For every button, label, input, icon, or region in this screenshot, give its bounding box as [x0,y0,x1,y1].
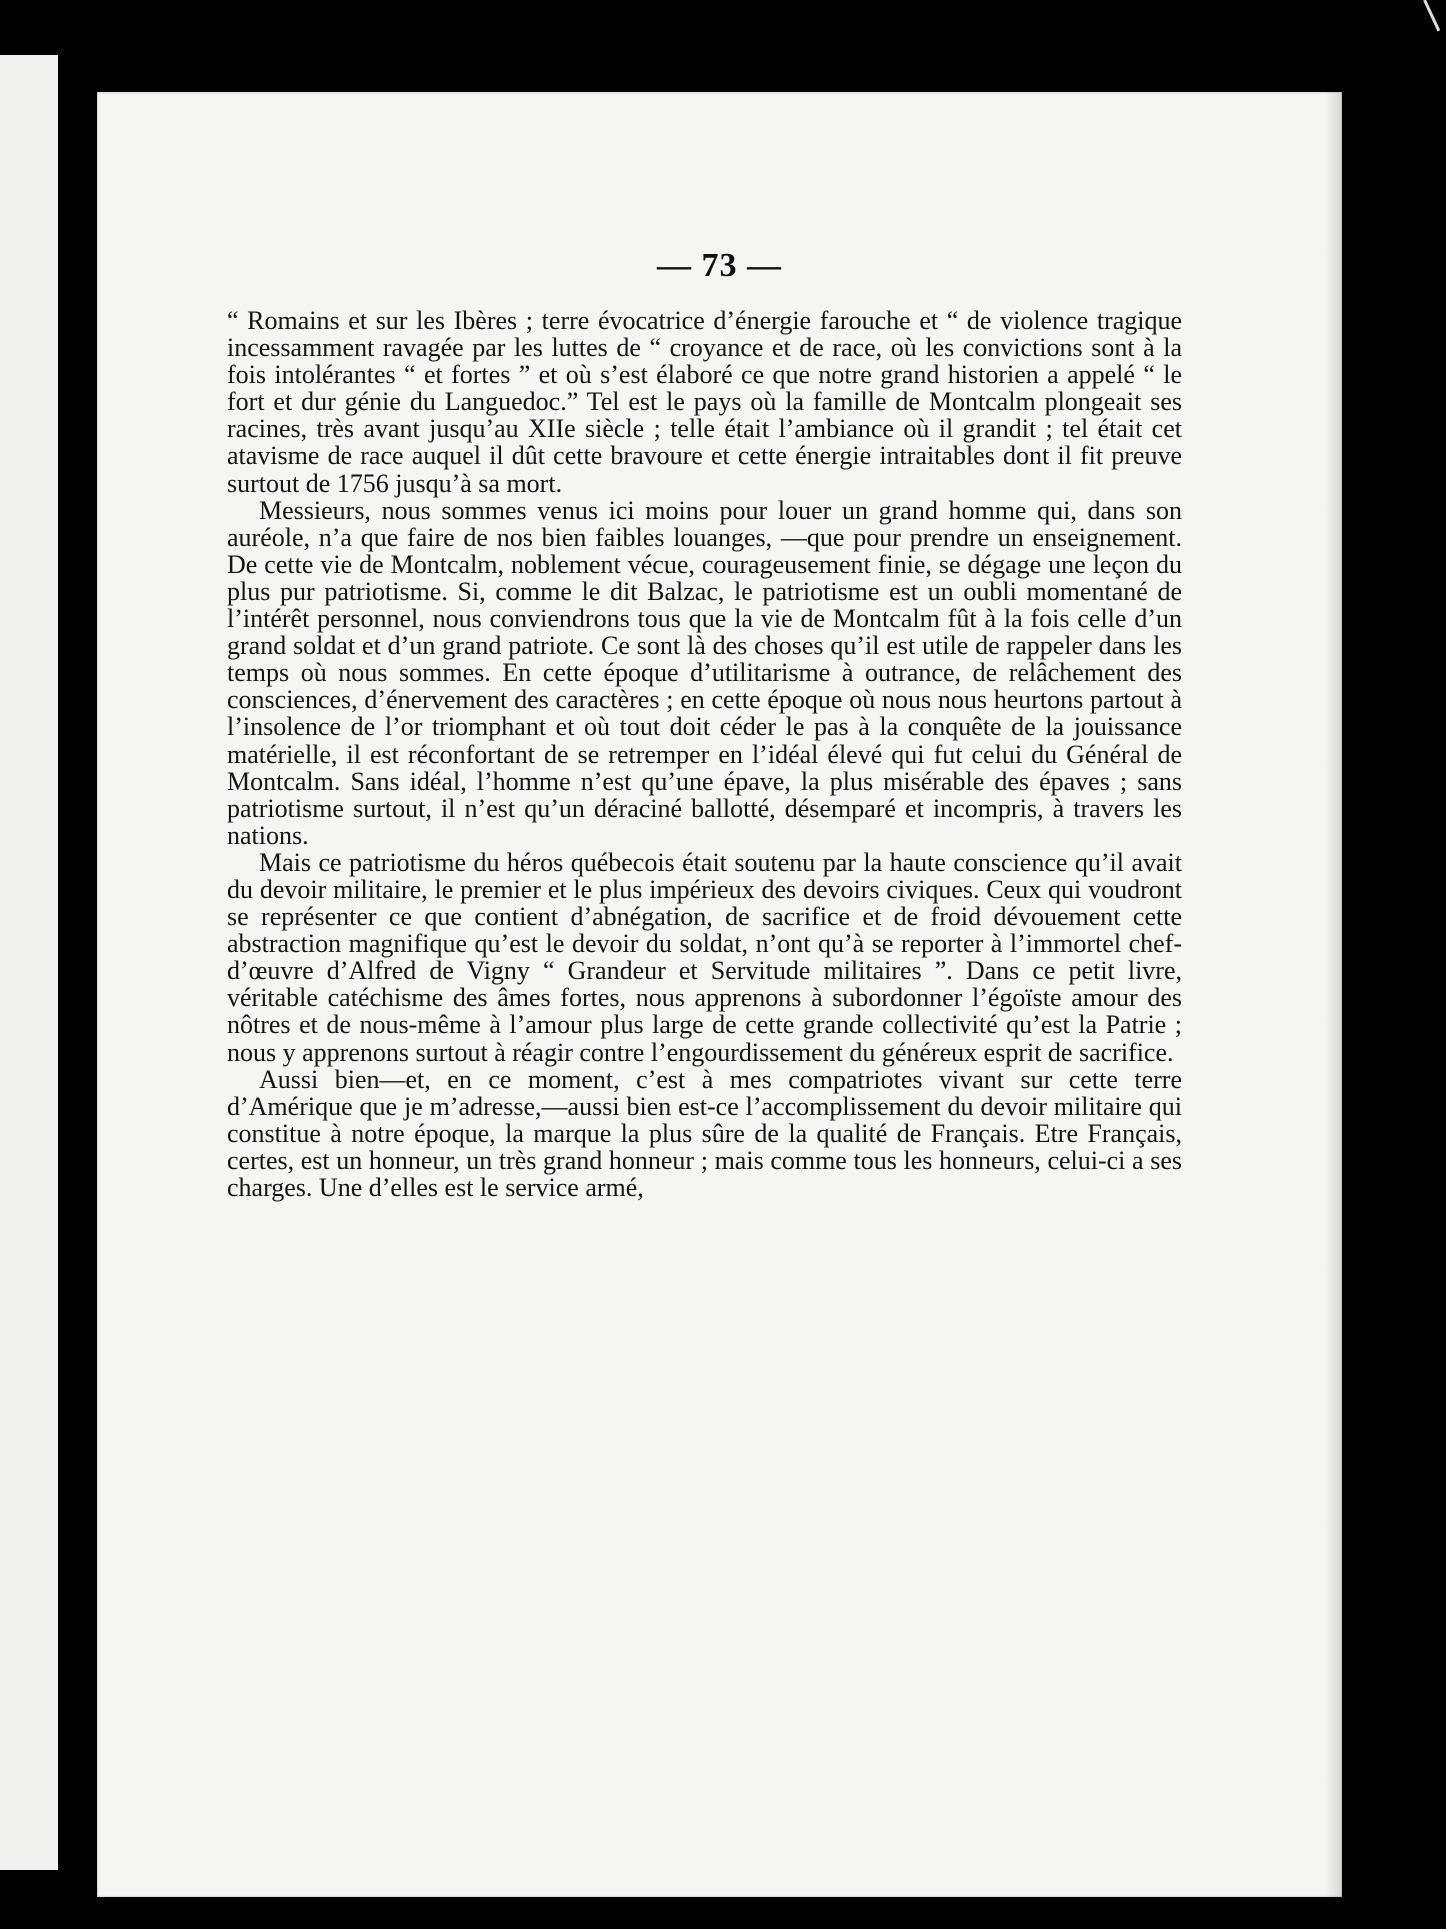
paragraph: Messieurs, nous sommes venus ici moins pour louer un grand homme qui, dans son auréole, n’a que faire de nos bien faibles louanges, —que pour prendre un enseignement. De cette vie de Montcalm, noblement vécue, courageusement finie, se dégage une leçon du plus pur patriotisme. Si, comme le dit Balzac, le patriotisme est un oubli momentané de l’intérêt personnel, nous conviendrons tous que la vie de Montcalm fût à la fois celle d’un grand soldat et d’un grand patriote. Ce sont là des choses qu’il est utile de rappeler dans les temps où nous sommes. En cette époque d’utilitarisme à outrance, de relâchement des consciences, d’énervement des caractères ; en cette époque où nous nous heurtons partout à l’insolence de l’or triomphant et où tout doit céder le pas à la conquête de la jouissance matérielle, il est réconfortant de se retremper en l’idéal élevé qui fut celui du Général de Montcalm. Sans idéal, l’homme n’est qu’une épave, la plus misérable des épaves ; sans patriotisme surtout, il n’est qu’un déraciné ballotté, désemparé et incompris, à travers les nations. [227,495,1182,850]
page-gutter-shadow [1324,92,1342,1897]
scan-artifact [1423,0,1440,31]
page-number: — 73 — [657,247,782,284]
paragraph-continuation: “ Romains et sur les Ibères ; terre évocatrice d’énergie farouche et “ de violence tragique incessamment ravagée par les luttes de “ croyance et de race, où les convictions sont à la fois intolérantes “ et fortes ” et où s’est élaboré ce que notre grand historien a appelé “ le fort et dur génie du Languedoc.” Tel est le pays où la famille de Montcalm plongeait ses racines, très avant jusqu’au XIIe siècle ; telle était l’ambiance où il grandit ; tel était cet atavisme de race auquel il dût cette bravoure et cette énergie intraitables dont il fit preuve surtout de 1756 jusqu’à sa mort. [227,306,1182,498]
body-text [227,307,1182,1201]
paragraph: Mais ce patriotisme du héros québecois était soutenu par la haute conscience qu’il avait du devoir militaire, le premier et le plus impérieux des devoirs civiques. Ceux qui voudront se représenter ce que contient d’abnégation, de sacrifice et de froid dévouement cette abstraction magnifique qu’est le devoir du soldat, n’ont qu’à se reporter à l’immortel chef-d’œuvre d’Alfred de Vigny “ Grandeur et Servitude militaires ”. Dans ce petit livre, véritable catéchisme des âmes fortes, nous apprenons à subordonner l’égoïste amour des nôtres et de nous-même à l’amour plus large de cette grande collectivité qu’est la Patrie ; nous y apprenons surtout à réagir contre l’engourdissement du généreux esprit de sacrifice. [227,847,1182,1067]
left-page-edge [0,55,58,1870]
paragraph: Aussi bien—et, en ce moment, c’est à mes compatriotes vivant sur cette terre d’Amérique que je m’adresse,—aussi bien est-ce l’accomplissement du devoir militaire qui constitue à notre époque, la marque la plus sûre de la qualité de Français. Etre Français, certes, est un honneur, un très grand honneur ; mais comme tous les honneurs, celui-ci a ses charges. Une d’elles est le service armé, [227,1064,1182,1202]
book-page [97,92,1342,1897]
